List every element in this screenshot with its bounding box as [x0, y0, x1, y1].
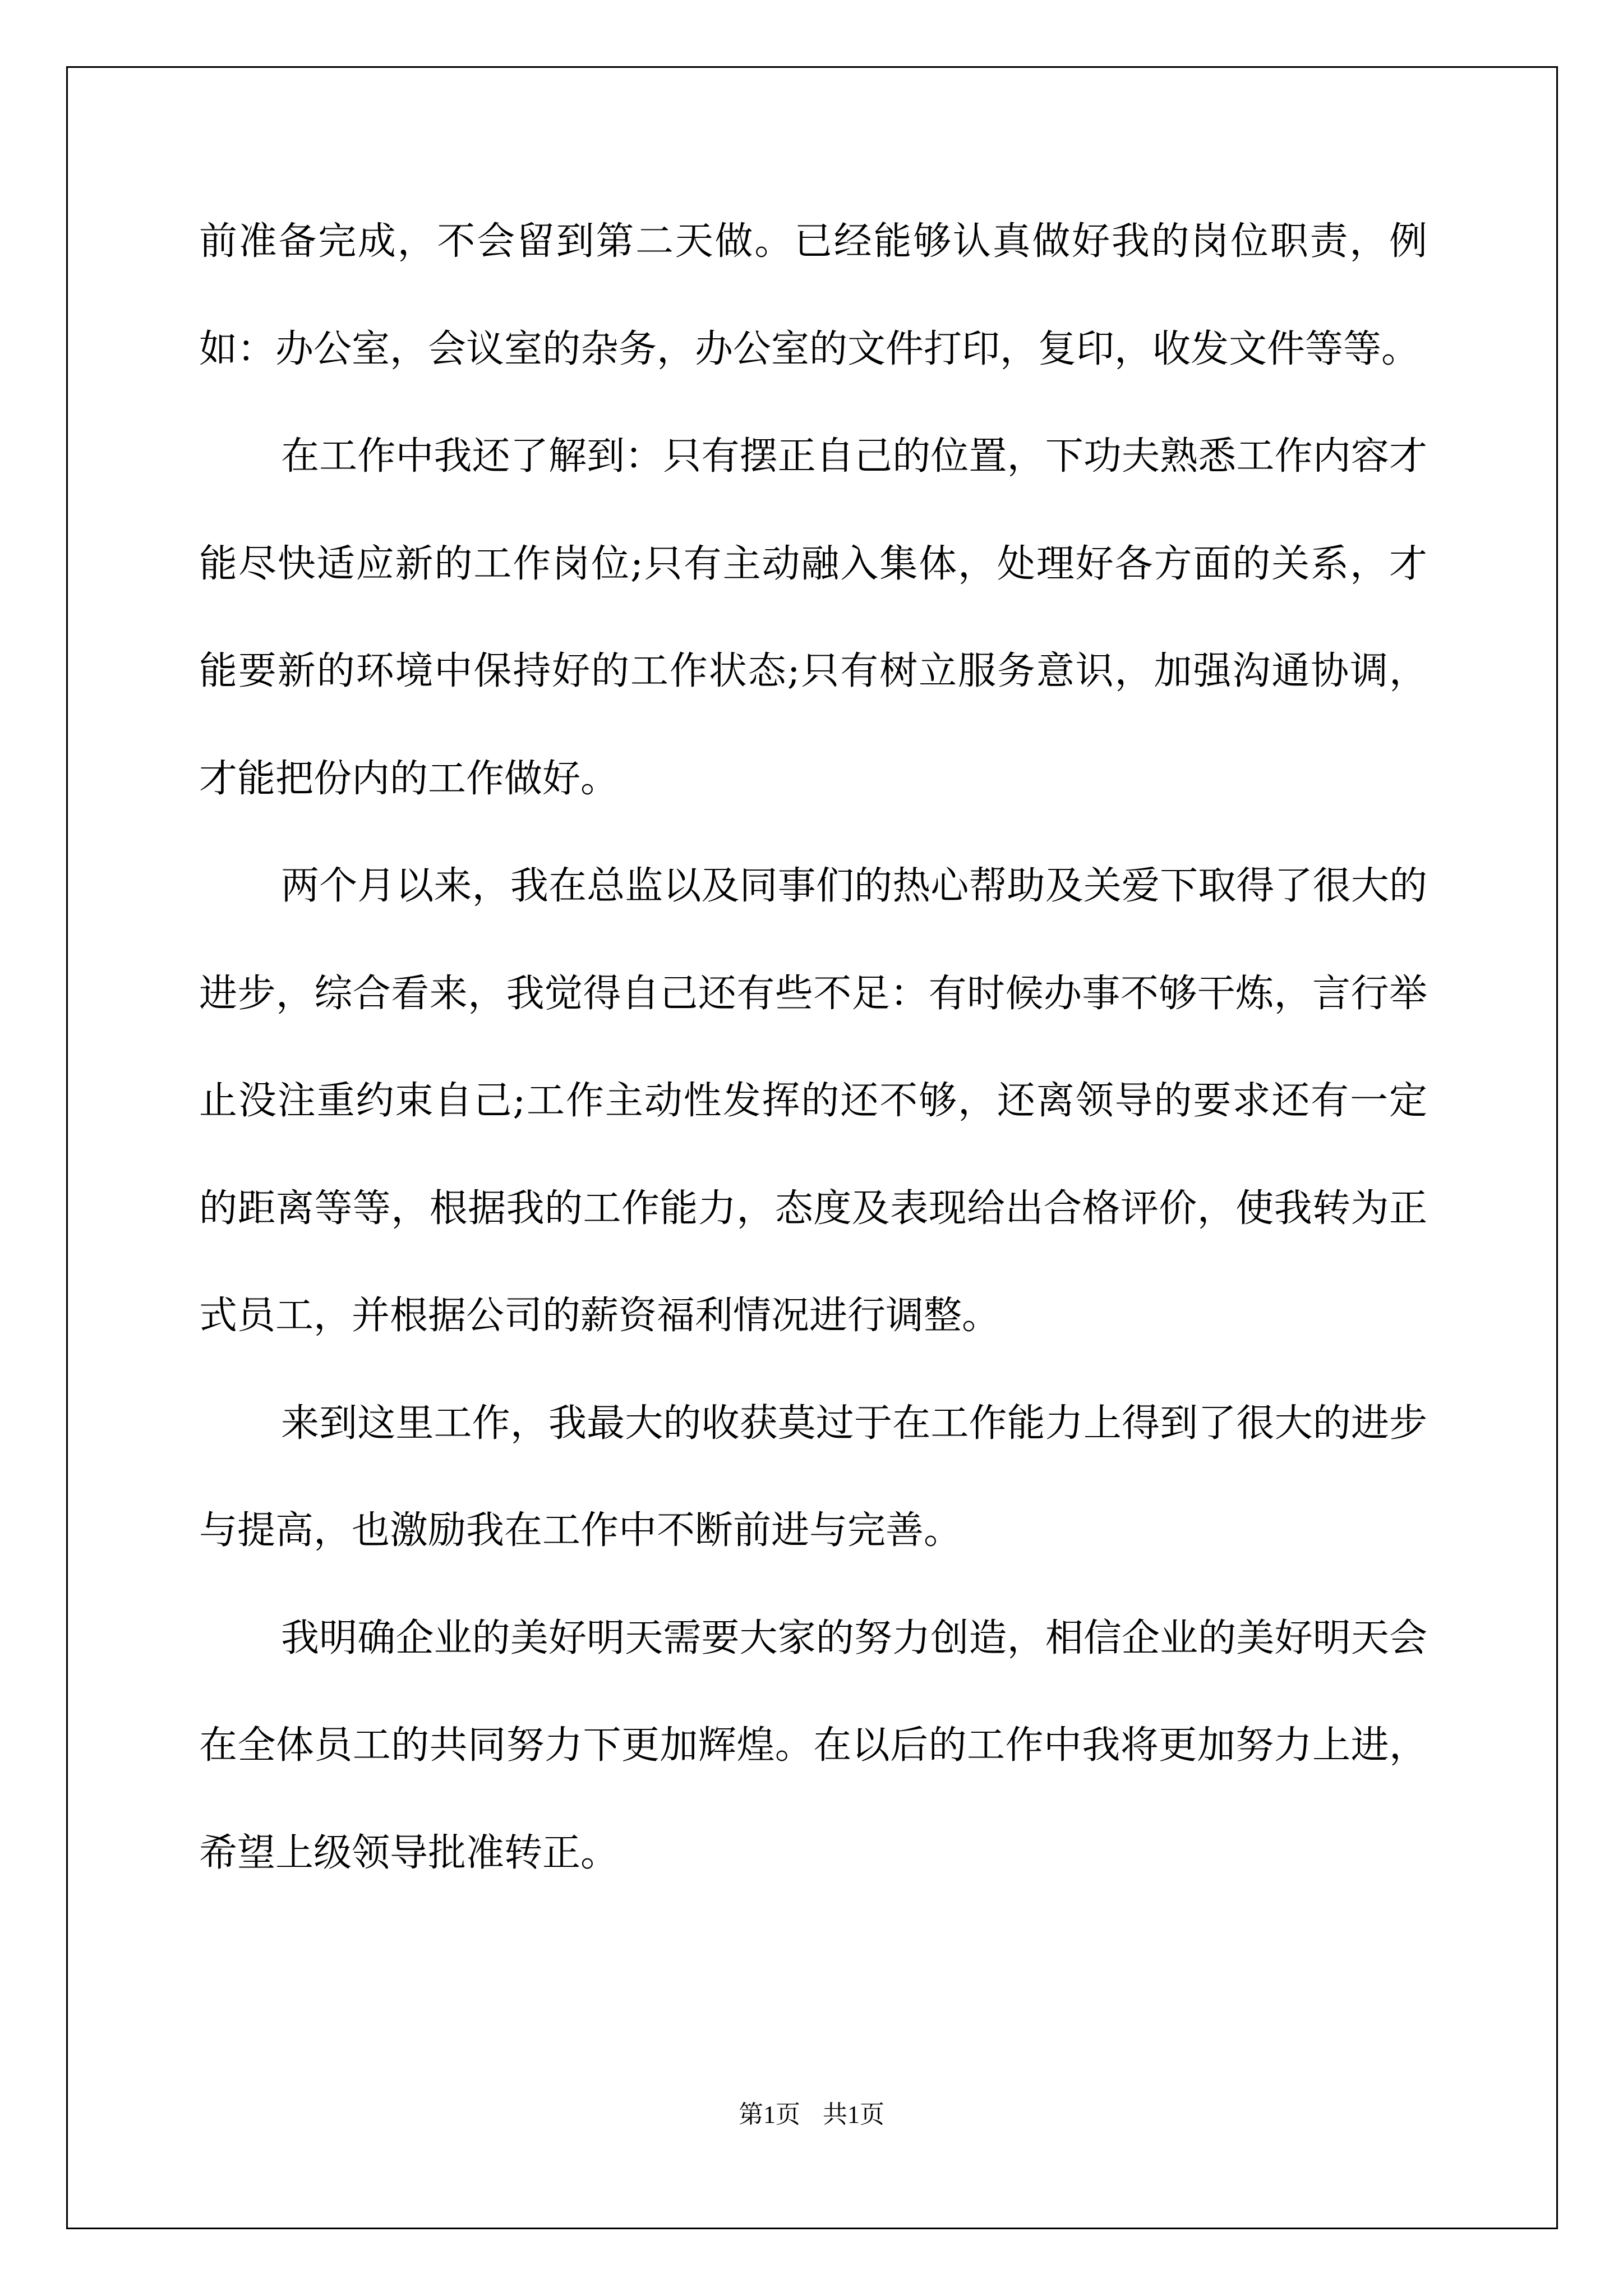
- paragraph-3: 两个月以来，我在总监以及同事们的热心帮助及关爱下取得了很大的进步，综合看来，我觉得自己还有些不足：有时候办事不够干炼，言行举止没注重约束自己;工作主动性发挥的还不够，还离领导的要求还有一定的距离等等，根据我的工作能力，态度及表现给出合格评价，使我转为正式员工，并根据公司的薪资福利情况进行调整。: [199, 864, 1427, 1338]
- paragraph-1: 前准备完成，不会留到第二天做。已经能够认真做好我的岗位职责，例如：办公室，会议室的杂务，办公室的文件打印，复印，收发文件等等。: [199, 219, 1427, 371]
- page-footer: [0, 2100, 1623, 2130]
- page-number: 第1页: [739, 2101, 800, 2128]
- paragraph-2: 在工作中我还了解到：只有摆正自己的位置，下功夫熟悉工作内容才能尽快适应新的工作岗位;只有主动融入集体，处理好各方面的关系，才能要新的环境中保持好的工作状态;只有树立服务意识，加强沟通协调，才能把份内的工作做好。: [199, 434, 1427, 801]
- paragraph-5: 我明确企业的美好明天需要大家的努力创造，相信企业的美好明天会在全体员工的共同努力下更加辉煌。在以后的工作中我将更加努力上进，希望上级领导批准转正。: [199, 1616, 1427, 1875]
- page-total: 共1页: [823, 2101, 884, 2128]
- document-body: [199, 188, 1427, 1907]
- paragraph-4: 来到这里工作，我最大的收获莫过于在工作能力上得到了很大的进步与提高，也激励我在工作中不断前进与完善。: [199, 1401, 1427, 1553]
